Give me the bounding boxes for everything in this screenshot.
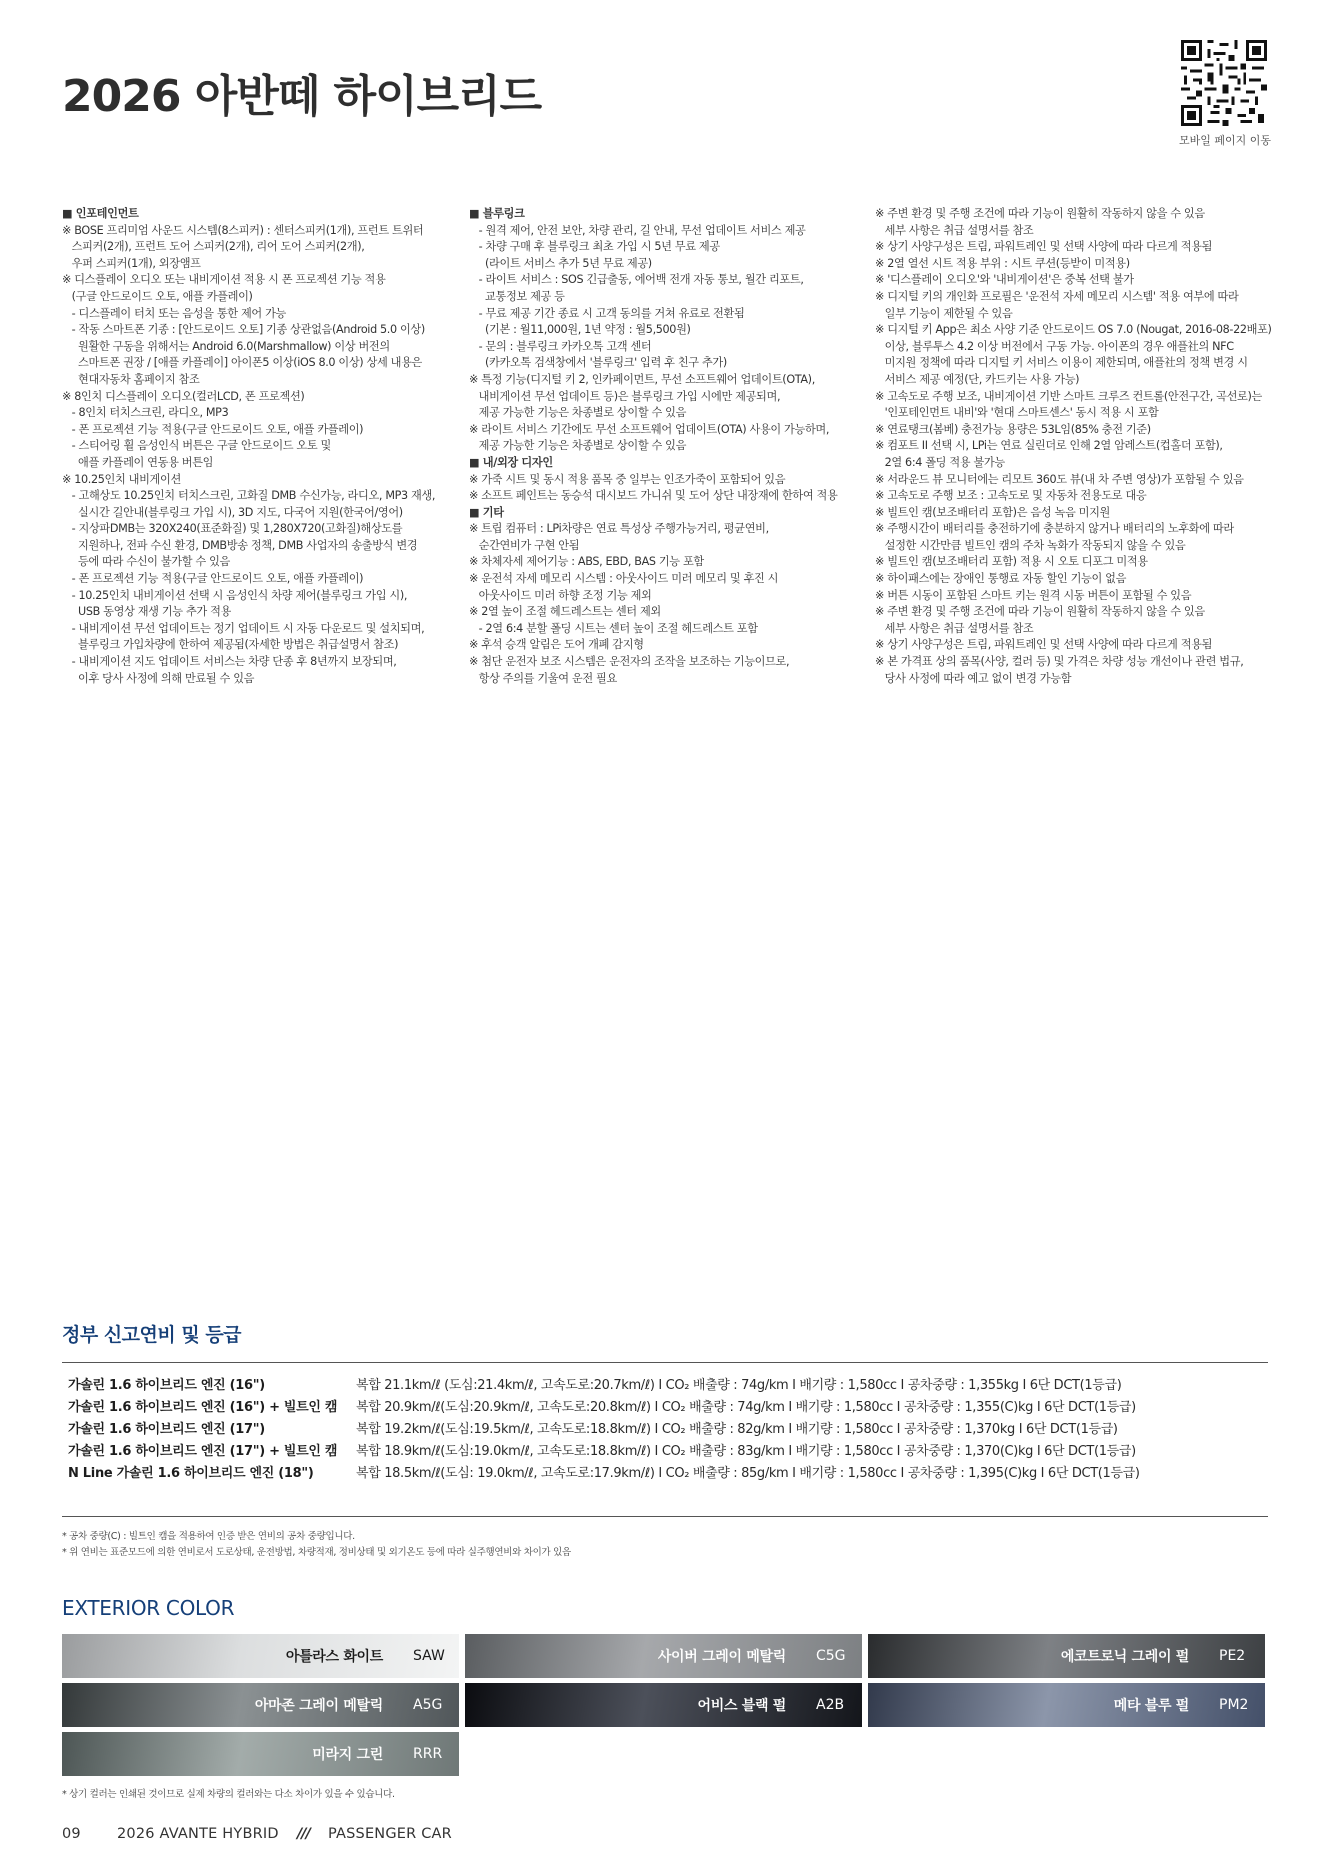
color-code: A2B [816, 1697, 845, 1713]
section-heading: ■ 인포테인먼트 [62, 207, 139, 220]
note-continuation: 이상, 블루투스 4.2 이상 버전에서 구동 가능. 아이폰의 경우 애플社의 NFC [875, 339, 1234, 353]
fuel-row-name: 가솔린 1.6 하이브리드 엔진 (16") + 빌트인 캠 [68, 1400, 338, 1415]
note-line: ※ 컴포트 II 선택 시, LPi는 연료 실린더로 인해 2열 암레스트(컵홀더 포함), [875, 439, 1223, 453]
color-name: 사이버 그레이 메탈릭 [657, 1649, 786, 1665]
note-continuation: - 원격 제어, 안전 보안, 차량 관리, 길 안내, 무선 업데이트 서비스 제공 [469, 223, 806, 237]
note-line: ※ 차체자세 제어기능 : ABS, EBD, BAS 기능 포함 [469, 555, 704, 569]
note-continuation: 순간연비가 구현 안됨 [469, 538, 580, 552]
note-line: ※ 2열 높이 조절 헤드레스트는 센터 제외 [469, 605, 661, 619]
note-continuation: - 폰 프로젝션 기능 적용(구글 안드로이드 오토, 애플 카플레이) [62, 572, 364, 586]
exterior-color-title: EXTERIOR COLOR [62, 1596, 235, 1620]
color-code: SAW [413, 1648, 445, 1664]
note-line: ※ 디스플레이 오디오 또는 내비게이션 적용 시 폰 프로젝션 기능 적용 [62, 273, 386, 287]
note-continuation: 서비스 제공 예정(단, 카드키는 사용 가능) [875, 372, 1080, 386]
color-swatch[interactable] [62, 1683, 459, 1727]
notes-column-2 [469, 206, 857, 687]
note-continuation: 애플 카플레이 연동용 버튼임 [62, 455, 214, 469]
note-line: ※ 상기 사양구성은 트림, 파워트레인 및 선택 사양에 따라 다르게 적용됨 [875, 638, 1213, 652]
page-title: 2026 아반떼 하이브리드 [62, 71, 542, 122]
note-line: ※ 디지털 키 App은 최소 사양 기준 안드로이드 OS 7.0 (Nougat, 2016-08-22배포) [875, 323, 1272, 337]
note-line: ※ 후석 승객 알림은 도어 개폐 감지형 [469, 638, 644, 652]
note-line: ※ 본 가격표 상의 품목(사양, 컬러 등) 및 가격은 차량 성능 개선이나 관련 법규, [875, 655, 1244, 669]
note-continuation: '인포테인먼트 내비'와 '현대 스마트센스' 동시 적용 시 포함 [875, 406, 1159, 420]
note-continuation: 제공 가능한 기능은 차종별로 상이할 수 있음 [469, 406, 687, 420]
note-line: ※ BOSE 프리미엄 사운드 시스템(8스피커) : 센터스피커(1개), 프런트 트위터 [62, 223, 424, 237]
notes-column-1 [62, 206, 450, 687]
note-continuation: (구글 안드로이드 오토, 애플 카플레이) [62, 289, 253, 303]
fuel-section-title: 정부 신고연비 및 등급 [62, 1324, 242, 1346]
divider [62, 1516, 1268, 1517]
note-continuation: - 폰 프로젝션 기능 적용(구글 안드로이드 오토, 애플 카플레이) [62, 422, 364, 436]
note-line: ※ 첨단 운전자 보조 시스템은 운전자의 조작을 보조하는 기능이므로, [469, 655, 790, 669]
note-continuation: 제공 가능한 기능은 차종별로 상이할 수 있음 [469, 439, 687, 453]
color-name: 어비스 블랙 펄 [697, 1698, 786, 1714]
note-line: ※ 서라운드 뷰 모니터에는 리모트 360도 뷰(내 차 주변 영상)가 포함될 수 있음 [875, 472, 1244, 486]
note-continuation: - 무료 제공 기간 종료 시 고객 동의를 거쳐 유료로 전환됨 [469, 306, 745, 320]
note-line: ※ 연료탱크(봄베) 충전가능 용량은 53L임(85% 충전 기준) [875, 422, 1151, 436]
note-continuation: - 고해상도 10.25인치 터치스크린, 고화질 DMB 수신가능, 라디오, MP3 재생, [62, 489, 436, 503]
note-continuation: 원활한 구동을 위해서는 Android 6.0(Marshmallow) 이상 버전의 [62, 339, 390, 353]
color-swatch[interactable] [868, 1683, 1265, 1727]
color-name: 미라지 그린 [312, 1747, 383, 1763]
color-swatch[interactable] [465, 1683, 862, 1727]
note-continuation: 세부 사항은 취급 설명서를 참조 [875, 223, 1034, 237]
color-swatch[interactable] [465, 1634, 862, 1678]
note-continuation: 교통정보 제공 등 [469, 289, 565, 303]
note-line: ※ 빌트인 캠(보조배터리 포함)은 음성 녹음 미지원 [875, 505, 1110, 519]
note-continuation: 미지원 정책에 따라 디지털 키 서비스 이용이 제한되며, 애플社의 정책 변경 시 [875, 356, 1248, 370]
note-continuation: 지원하나, 전파 수신 환경, DMB방송 정책, DMB 사업자의 송출방식 변경 [62, 538, 418, 552]
note-continuation: - 내비게이션 무선 업데이트는 정기 업데이트 시 자동 다운로드 및 설치되며, [62, 621, 425, 635]
note-continuation: 2열 6:4 폴딩 적용 불가능 [875, 455, 1005, 469]
qr-block[interactable] [1179, 40, 1272, 148]
note-line: ※ 주행시간이 배터리를 충전하기에 충분하지 않거나 배터리의 노후화에 따라 [875, 522, 1234, 536]
note-line: ※ 운전석 자세 메모리 시스템 : 아웃사이드 미러 메모리 및 후진 시 [469, 572, 779, 586]
note-line: ※ 빌트인 캠(보조배터리 포함) 적용 시 오토 디포그 미적용 [875, 555, 1148, 569]
note-continuation: 우퍼 스피커(1개), 외장앰프 [62, 256, 201, 270]
color-code: PE2 [1219, 1648, 1246, 1664]
note-continuation: 현대자동차 홈페이지 참조 [62, 372, 200, 386]
color-name: 에코트로닉 그레이 펄 [1060, 1649, 1189, 1665]
note-continuation: - 내비게이션 지도 업데이트 서비스는 차량 단종 후 8년까지 보장되며, [62, 655, 397, 669]
note-continuation: 실시간 길안내(블루링크 가입 시), 3D 지도, 다국어 지원(한국어/영어) [62, 505, 403, 519]
color-swatch[interactable] [62, 1634, 459, 1678]
note-line: ※ 트립 컴퓨터 : LPi차량은 연료 특성상 주행가능거리, 평균연비, [469, 522, 769, 536]
note-line: ※ 2열 열선 시트 적용 부위 : 시트 쿠션(등받이 미적용) [875, 256, 1130, 270]
fuel-row-spec: 복합 18.9km/ℓ(도심:19.0km/ℓ, 고속도로:18.8km/ℓ) I CO₂ 배출량 : 83g/km I 배기량 : 1,580cc I 공차중량 : 1,370(C)kg I 6단 DCT(1등급) [356, 1444, 1136, 1459]
color-swatch[interactable] [868, 1634, 1265, 1678]
color-code: C5G [816, 1648, 846, 1664]
note-continuation: USB 동영상 재생 기능 추가 적용 [62, 605, 232, 619]
note-line: ※ 소프트 페인트는 동승석 대시보드 가니쉬 및 도어 상단 내장재에 한하여 적용 [469, 489, 838, 503]
note-continuation: (카카오톡 검색창에서 '블루링크' 입력 후 친구 추가) [469, 356, 727, 370]
fuel-footnote: * 위 연비는 표준모드에 의한 연비로서 도로상태, 운전방법, 차량적재, 정비상태 및 외기온도 등에 따라 실주행연비와 차이가 있음 [62, 1547, 571, 1558]
note-continuation: 설정한 시간만큼 빌트인 캠의 주차 녹화가 작동되지 않을 수 있음 [875, 538, 1186, 552]
note-line: ※ 고속도로 주행 보조 : 고속도로 및 자동차 전용도로 대응 [875, 489, 1147, 503]
color-footnote: * 상기 컬러는 인쇄된 것이므로 실제 차량의 컬러와는 다소 차이가 있을 수 있습니다. [62, 1789, 395, 1800]
notes-column-3 [875, 206, 1275, 687]
color-swatch[interactable] [62, 1732, 459, 1776]
note-continuation: 아웃사이드 미러 하향 조정 기능 제외 [469, 588, 652, 602]
divider [62, 1362, 1268, 1363]
note-continuation: - 지상파DMB는 320X240(표준화질) 및 1,280X720(고화질)해상도를 [62, 522, 403, 536]
note-line: ※ 가죽 시트 및 동시 적용 품목 중 일부는 인조가죽이 포함되어 있음 [469, 472, 786, 486]
note-continuation: - 10.25인치 내비게이션 선택 시 음성인식 차량 제어(블루링크 가입 시), [62, 588, 408, 602]
note-line: ※ 주변 환경 및 주행 조건에 따라 기능이 원활히 작동하지 않을 수 있음 [875, 207, 1205, 220]
note-continuation: 항상 주의를 기울여 운전 필요 [469, 671, 617, 685]
section-heading: ■ 내/외장 디자인 [469, 455, 553, 469]
note-continuation: 일부 기능이 제한될 수 있음 [875, 306, 1013, 320]
note-continuation: - 디스플레이 터치 또는 음성을 통한 제어 가능 [62, 306, 286, 320]
fuel-row-spec: 복합 21.1km/ℓ (도심:21.4km/ℓ, 고속도로:20.7km/ℓ) I CO₂ 배출량 : 74g/km I 배기량 : 1,580cc I 공차중량 : 1,355kg I 6단 DCT(1등급) [356, 1378, 1122, 1393]
note-continuation: (기본 : 월11,000원, 1년 약정 : 월5,500원) [469, 323, 691, 337]
color-code: PM2 [1219, 1697, 1249, 1713]
note-line: ※ 디지털 키의 개인화 프로필은 '운전석 자세 메모리 시스템' 적용 여부에 따라 [875, 289, 1239, 303]
note-line: ※ 주변 환경 및 주행 조건에 따라 기능이 원활히 작동하지 않을 수 있음 [875, 605, 1205, 619]
note-continuation: - 스티어링 휠 음성인식 버튼은 구글 안드로이드 오토 및 [62, 439, 332, 453]
fuel-footnote: * 공차 중량(C) : 빌트인 캠을 적용하여 인증 받은 연비의 공차 중량입니다. [62, 1531, 355, 1542]
note-continuation: 스마트폰 권장 / [애플 카플레이] 아이폰5 이상(iOS 8.0 이상) 상세 내용은 [62, 356, 423, 370]
section-heading: ■ 기타 [469, 505, 504, 519]
note-continuation: 이후 당사 사정에 의해 만료될 수 있음 [62, 671, 255, 685]
note-continuation: (라이트 서비스 추가 5년 무료 제공) [469, 256, 652, 270]
note-line: ※ 버튼 시동이 포함된 스마트 키는 원격 시동 버튼이 포함될 수 있음 [875, 588, 1192, 602]
note-continuation: 스피커(2개), 프런트 도어 스피커(2개), 리어 도어 스피커(2개), [62, 240, 365, 254]
fuel-row-name: 가솔린 1.6 하이브리드 엔진 (17") [68, 1422, 265, 1437]
footer-model-name: 2026 AVANTE HYBRID [117, 1826, 279, 1842]
qr-code-icon[interactable] [1181, 40, 1267, 126]
color-code: A5G [413, 1697, 443, 1713]
qr-label: 모바일 페이지 이동 [1179, 134, 1272, 147]
note-line: ※ 고속도로 주행 보조, 내비게이션 기반 스마트 크루즈 컨트롤(안전구간, 곡선로)는 [875, 389, 1262, 403]
note-line: ※ 라이트 서비스 기간에도 무선 소프트웨어 업데이트(OTA) 사용이 가능하며, [469, 422, 830, 436]
note-line: ※ 하이패스에는 장애인 통행료 자동 할인 기능이 없음 [875, 572, 1127, 586]
note-continuation: 세부 사항은 취급 설명서를 참조 [875, 621, 1034, 635]
footer-separator: /// [297, 1826, 310, 1842]
fuel-row-name: 가솔린 1.6 하이브리드 엔진 (17") + 빌트인 캠 [68, 1444, 338, 1459]
note-continuation: 내비게이션 무선 업데이트 등)은 블루링크 가입 시에만 제공되며, [469, 389, 781, 403]
note-line: ※ 10.25인치 내비게이션 [62, 472, 181, 486]
footer-category: PASSENGER CAR [328, 1826, 452, 1842]
fuel-row-spec: 복합 18.5km/ℓ(도심: 19.0km/ℓ, 고속도로:17.9km/ℓ) I CO₂ 배출량 : 85g/km I 배기량 : 1,580cc I 공차중량 : 1,395(C)kg I 6단 DCT(1등급) [356, 1466, 1140, 1481]
note-line: ※ 상기 사양구성은 트림, 파워트레인 및 선택 사양에 따라 다르게 적용됨 [875, 240, 1213, 254]
note-continuation: 등에 따라 수신이 불가할 수 있음 [62, 555, 231, 569]
fuel-row-name: N Line 가솔린 1.6 하이브리드 엔진 (18") [68, 1466, 314, 1481]
fuel-row-spec: 복합 20.9km/ℓ(도심:20.9km/ℓ, 고속도로:20.8km/ℓ) I CO₂ 배출량 : 74g/km I 배기량 : 1,580cc I 공차중량 : 1,355(C)kg I 6단 DCT(1등급) [356, 1400, 1136, 1415]
color-name: 아틀라스 화이트 [285, 1649, 383, 1665]
note-line: ※ 8인치 디스플레이 오디오(컬러LCD, 폰 프로젝션) [62, 389, 305, 403]
page-number: 09 [62, 1826, 81, 1842]
color-code: RRR [413, 1746, 443, 1762]
note-continuation: - 8인치 터치스크린, 라디오, MP3 [62, 406, 229, 420]
note-continuation: - 문의 : 블루링크 카카오톡 고객 센터 [469, 339, 652, 353]
fuel-row-spec: 복합 19.2km/ℓ(도심:19.5km/ℓ, 고속도로:18.8km/ℓ) I CO₂ 배출량 : 82g/km I 배기량 : 1,580cc I 공차중량 : 1,370kg I 6단 DCT(1등급) [356, 1422, 1118, 1437]
note-continuation: 블루링크 가입차량에 한하여 제공됨(자세한 방법은 취급설명서 참조) [62, 638, 399, 652]
color-name: 메타 블루 펄 [1113, 1698, 1189, 1714]
note-line: ※ '디스플레이 오디오'와 '내비게이션'은 중복 선택 불가 [875, 273, 1134, 287]
note-continuation: 당사 사정에 따라 예고 없이 변경 가능함 [875, 671, 1072, 685]
note-line: ※ 특정 기능(디지털 키 2, 인카페이먼트, 무선 소프트웨어 업데이트(OTA), [469, 372, 815, 386]
note-continuation: - 작동 스마트폰 기종 : [안드로이드 오토] 기종 상관없음(Android 5.0 이상) [62, 323, 425, 337]
section-heading: ■ 블루링크 [469, 207, 525, 220]
note-continuation: - 차량 구매 후 블루링크 최초 가입 시 5년 무료 제공 [469, 240, 720, 254]
note-continuation: - 2열 6:4 분할 폴딩 시트는 센터 높이 조절 헤드레스트 포함 [469, 621, 758, 635]
note-continuation: - 라이트 서비스 : SOS 긴급출동, 에어백 전개 자동 통보, 월간 리포트, [469, 273, 804, 287]
color-name: 아마존 그레이 메탈릭 [254, 1698, 383, 1714]
fuel-row-name: 가솔린 1.6 하이브리드 엔진 (16") [68, 1378, 265, 1393]
